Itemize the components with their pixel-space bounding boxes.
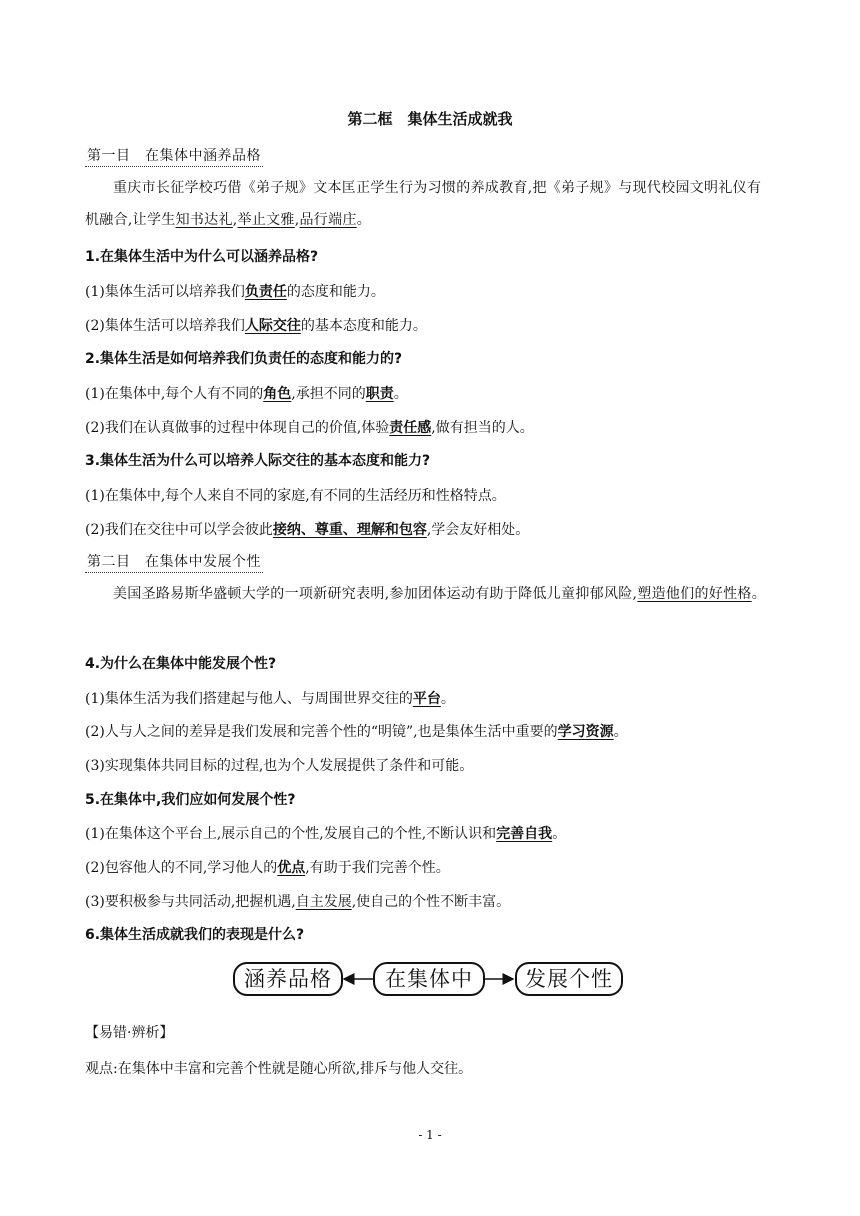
diagram-box-left: 涵养品格	[233, 962, 343, 996]
answer-line: (3)实现集体共同目标的过程,也为个人发展提供了条件和可能。	[85, 758, 474, 774]
answer-line: (2)我们在认真做事的过程中体现自己的价值,体验责任感,做有担当的人。	[85, 420, 534, 436]
key-term: 责任感	[389, 420, 432, 436]
answer-line: (1)集体生活为我们搭建起与他人、与周围世界交往的平台。	[85, 691, 455, 707]
question-1: 1.在集体生活中为什么可以涵养品格?	[85, 249, 319, 265]
answer-line: (2)人与人之间的差异是我们发展和完善个性的“明镜”,也是集体生活中重要的学习资源。	[85, 724, 628, 740]
intro-paragraph-1: 重庆市长征学校巧借《弟子规》文本匡正学生行为习惯的养成教育,把《弟子规》与现代校园文明礼仪有机融合,让学生知书达礼,举止文雅,品行端庄。	[85, 180, 762, 228]
question-3: 3.集体生活为什么可以培养人际交往的基本态度和能力?	[85, 453, 431, 469]
key-term: 优点	[277, 860, 306, 876]
page-title: 第二框 集体生活成就我	[347, 110, 513, 128]
key-term: 完善自我	[496, 826, 553, 842]
intro-paragraph-2: 美国圣路易斯华盛顿大学的一项新研究表明,参加团体运动有助于降低儿童抑郁风险,塑造他们的好性格。	[113, 586, 767, 602]
question-4: 4.为什么在集体中能发展个性?	[85, 656, 277, 672]
key-term: 人际交往	[244, 318, 301, 334]
key-term: 学习资源	[557, 724, 614, 740]
underlined-phrase: 知书达礼	[175, 212, 233, 228]
answer-line: (1)在集体这个平台上,展示自己的个性,发展自己的个性,不断认识和完善自我。	[85, 826, 567, 842]
key-term: 接纳、尊重、理解和包容	[272, 522, 427, 538]
key-term: 负责任	[244, 284, 287, 300]
underlined-phrase: 举止文雅	[237, 212, 295, 228]
key-term: 职责	[365, 386, 394, 402]
concept-diagram	[233, 962, 623, 998]
question-5: 5.在集体中,我们应如何发展个性?	[85, 792, 296, 808]
underlined-phrase: 塑造他们的好性格	[637, 586, 752, 602]
diagram-box-center: 在集体中	[373, 962, 485, 996]
answer-line: (2)集体生活可以培养我们人际交往的基本态度和能力。	[85, 318, 427, 334]
diagram-box-right: 发展个性	[515, 962, 623, 996]
answer-line: (1)集体生活可以培养我们负责任的态度和能力。	[85, 284, 385, 300]
answer-line: (2)包容他人的不同,学习他人的优点,有助于我们完善个性。	[85, 860, 450, 876]
answer-line: (2)我们在交往中可以学会彼此接纳、尊重、理解和包容,学会友好相处。	[85, 522, 530, 538]
underlined-phrase: 自主发展	[295, 894, 352, 910]
key-term: 角色	[263, 386, 292, 402]
underlined-phrase: 品行端庄	[299, 212, 357, 228]
question-6: 6.集体生活成就我们的表现是什么?	[85, 927, 305, 943]
viewpoint-text: 观点:在集体中丰富和完善个性就是随心所欲,排斥与他人交往。	[85, 1061, 473, 1077]
section-heading-1: 第一目 在集体中涵养品格	[85, 145, 263, 167]
page-number: - 1 -	[418, 1128, 442, 1142]
key-term: 平台	[412, 691, 441, 707]
answer-line: (3)要积极参与共同活动,把握机遇,自主发展,使自己的个性不断丰富。	[85, 894, 511, 910]
section-heading-2: 第二目 在集体中发展个性	[85, 551, 263, 573]
question-2: 2.集体生活是如何培养我们负责任的态度和能力的?	[85, 351, 403, 367]
answer-line: (1)在集体中,每个人有不同的角色,承担不同的职责。	[85, 386, 408, 402]
section-bracket-label: 【易错·辨析】	[85, 1025, 174, 1041]
answer-line: (1)在集体中,每个人来自不同的家庭,有不同的生活经历和性格特点。	[85, 488, 506, 504]
